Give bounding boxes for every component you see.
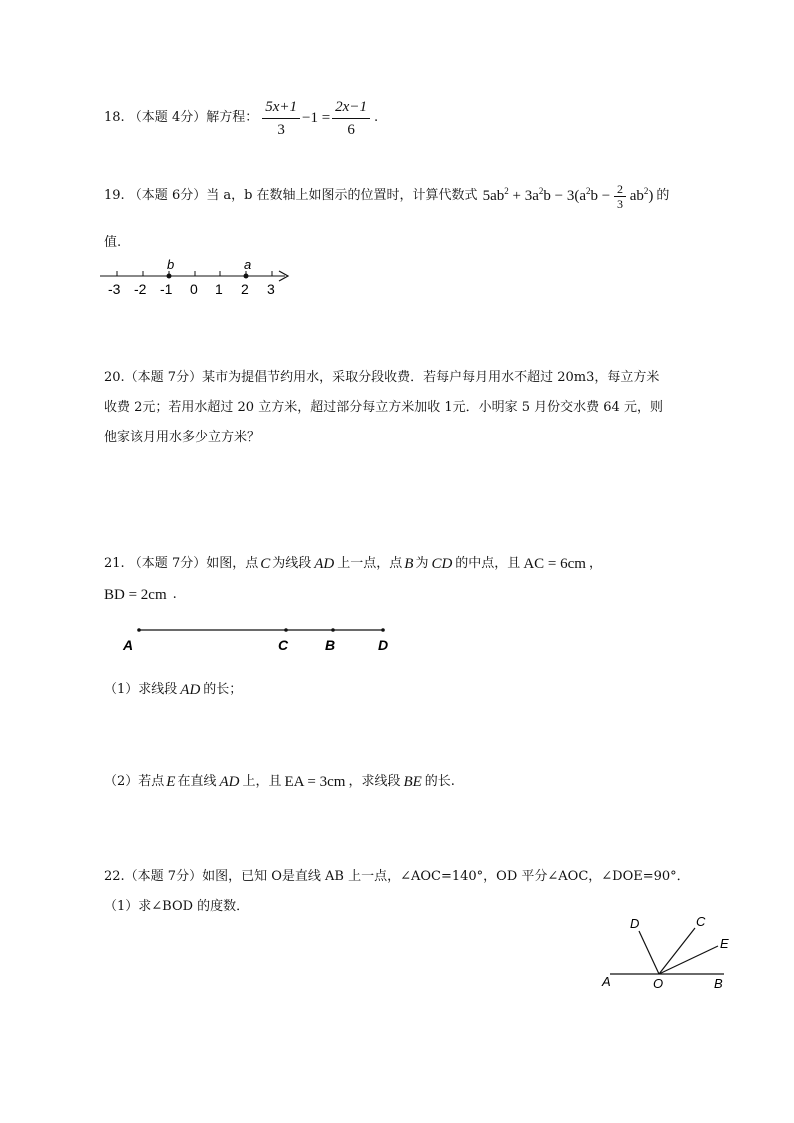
q18-frac1-denominator: 3 [277, 121, 285, 138]
q21-sub2-e: E [166, 774, 176, 790]
q21-line-2 [104, 585, 177, 605]
q21-ac-equation: AC = 6cm [523, 556, 586, 572]
label-e: E [720, 936, 729, 951]
q21-ea-equation: EA = 3cm [284, 774, 346, 790]
tick-label: 0 [190, 281, 198, 297]
q19-fraction [614, 182, 626, 211]
label-b: B [325, 637, 336, 653]
q19-label: 19. （本题 6分）当 a，b 在数轴上如图示的位置时，计算代数式 [104, 188, 478, 203]
q21-sub1-ad: AD [180, 682, 201, 698]
q21-sub-2 [104, 772, 455, 792]
question-19 [104, 178, 669, 214]
q22-line-1: 22.（本题 7分）如图，已知 O是直线 AB 上一点，∠AOC=140°，OD 平分∠AOC，∠DOE=90°． [104, 869, 690, 884]
q21-line-1 [104, 554, 602, 574]
tick-label: 1 [215, 281, 223, 297]
label-a: A [602, 974, 611, 989]
q21-sub2-text-d: ，求线段 [348, 774, 401, 789]
ray-oc [659, 928, 695, 974]
q20-line-1: 20.（本题 7分）某市为提倡节约用水，采取分段收费．若每户每月用水不超过 20m3，每立方米 [104, 370, 660, 385]
q21-text-c: 上一点，点 [337, 556, 403, 571]
q22-sub-1: （1）求∠BOD 的度数． [104, 899, 250, 914]
q18-fraction-1 [262, 96, 300, 141]
q19-sup-3: 2 [585, 185, 591, 196]
q18-frac2-numerator: 2x−1 [332, 96, 370, 119]
tick-label: -2 [134, 281, 147, 297]
q19-number-line [95, 255, 300, 300]
label-o: O [653, 976, 664, 991]
q19-expr-e: ab [629, 187, 644, 204]
q18-frac1-numerator: 5x+1 [262, 96, 300, 119]
tick-label: -3 [108, 281, 121, 297]
q21-point-b: B [404, 556, 414, 572]
q19-tail: 的 [656, 188, 670, 203]
tick-label: -1 [160, 281, 173, 297]
q21-dot: . [172, 587, 177, 602]
label-d: D [378, 637, 389, 653]
q21-sub1-text-a: （1）求线段 [104, 682, 178, 697]
q19-expr-a: 5ab [482, 187, 505, 204]
ray-oe [659, 946, 718, 974]
point-b-dot [167, 274, 172, 279]
q21-sub2-be: BE [403, 774, 422, 790]
point-a-dot [137, 628, 141, 632]
q21-bd-equation: BD = 2cm [104, 587, 167, 603]
q21-sub2-text-b: 在直线 [177, 774, 217, 789]
tick-label: 2 [241, 281, 249, 297]
point-a-label: a [244, 257, 252, 272]
q19-sup-2: 2 [538, 185, 544, 196]
label-a: A [123, 637, 134, 653]
label-d: D [630, 916, 640, 931]
point-d-dot [381, 628, 385, 632]
label-c: C [696, 914, 706, 929]
ray-od [639, 931, 659, 974]
point-c-dot [284, 628, 288, 632]
q21-text-e: 的中点，且 [455, 556, 521, 571]
q21-comma: ， [588, 556, 602, 571]
q21-sub2-ad: AD [219, 774, 240, 790]
q22-angle-figure [596, 910, 746, 995]
q19-expr-d: b − [590, 187, 611, 204]
q20-line-3: 他家该月用水多少立方米？ [104, 430, 261, 445]
q21-text-a: 21. （本题 7分）如图，点 [104, 556, 259, 571]
q21-text-d: 为 [415, 556, 429, 571]
q19-sup-4: 2 [643, 185, 649, 196]
q18-end: . [373, 110, 379, 125]
q18-label: 18. （本题 4分）解方程： [104, 110, 259, 125]
q21-point-c: C [260, 556, 271, 572]
q21-segment-figure [115, 620, 405, 660]
q19-sup-1: 2 [504, 185, 509, 196]
q21-sub2-text-c: 上，且 [242, 774, 282, 789]
question-18 [104, 95, 378, 141]
q19-expr-c: b − 3(a [543, 187, 586, 204]
q21-text-b: 为线段 [272, 556, 312, 571]
point-b-label: b [167, 257, 175, 272]
q19-expr-b: + 3a [512, 187, 539, 204]
q18-fraction-2 [332, 96, 370, 141]
q21-segment-cd: CD [431, 556, 453, 572]
label-b: B [714, 976, 723, 991]
q18-frac2-denominator: 6 [347, 121, 355, 138]
q18-middle: −1 = [302, 110, 331, 126]
q19-frac-denominator: 3 [616, 197, 623, 212]
q21-sub-1 [104, 680, 242, 700]
q20-line-2: 收费 2元；若用水超过 20 立方米，超过部分每立方米加收 1元．小明家 5 月份交水费 64 元，则 [104, 400, 663, 415]
q19-line-2: 值. [104, 235, 122, 250]
q19-expression [483, 181, 654, 211]
tick-label: 3 [267, 281, 275, 297]
label-c: C [278, 637, 289, 653]
q21-sub2-text-e: 的长. [424, 774, 455, 789]
q19-expr-f: ) [648, 187, 654, 204]
point-a-dot [244, 274, 249, 279]
q21-segment-ad: AD [314, 556, 335, 572]
q21-sub2-text-a: （2）若点 [104, 774, 165, 789]
q19-frac-numerator: 2 [614, 182, 626, 197]
q21-sub1-text-b: 的长； [203, 682, 243, 697]
point-b-dot [331, 628, 335, 632]
